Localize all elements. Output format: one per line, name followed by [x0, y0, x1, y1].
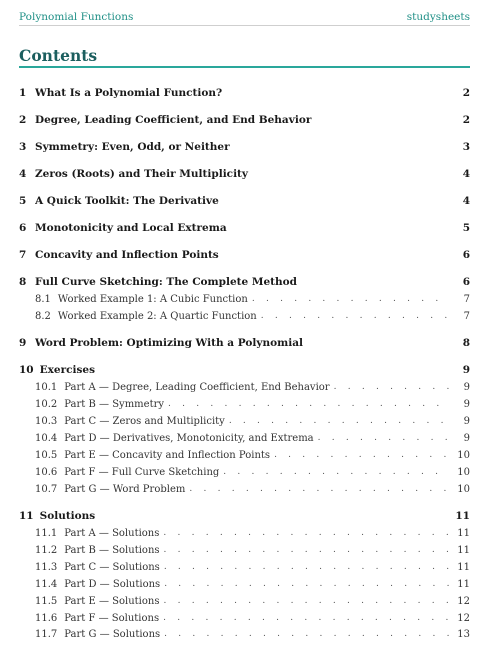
section-title: Monotonicity and Local Extrema	[35, 222, 227, 234]
section-number: 7	[19, 249, 27, 261]
subsection-title: Part E — Solutions	[64, 595, 160, 607]
toc-subsection-11-6[interactable]	[35, 611, 470, 625]
section-title: Full Curve Sketching: The Complete Method	[35, 276, 297, 288]
dot-leader	[252, 294, 450, 304]
toc-subsection-8-2[interactable]	[35, 309, 470, 323]
section-page: 11	[455, 510, 470, 522]
dot-leader	[334, 382, 450, 392]
toc-section-9[interactable]	[19, 335, 470, 351]
subsection-number: 11.3	[35, 561, 58, 573]
dot-leader	[274, 450, 450, 460]
section-page: 9	[462, 364, 470, 376]
subsection-page: 7	[463, 293, 470, 305]
subsection-page: 7	[463, 310, 470, 322]
subsection-number: 8.2	[35, 310, 51, 322]
contents-heading: Contents	[19, 46, 98, 65]
section-page: 8	[462, 337, 470, 349]
subsection-page: 12	[457, 595, 470, 607]
subsection-page: 9	[463, 381, 470, 393]
section-page: 4	[462, 168, 470, 180]
subsection-page: 11	[457, 561, 470, 573]
section-title: Solutions	[39, 510, 96, 522]
section-number: 4	[19, 168, 27, 180]
subsection-page: 11	[457, 578, 470, 590]
subsection-title: Part B — Solutions	[64, 544, 160, 556]
dot-leader	[189, 484, 450, 494]
section-title: A Quick Toolkit: The Derivative	[35, 195, 219, 207]
subsection-title: Part G — Word Problem	[64, 483, 186, 495]
section-title: Symmetry: Even, Odd, or Neither	[35, 141, 230, 153]
subsection-number: 10.5	[35, 449, 58, 461]
section-page: 6	[462, 249, 470, 261]
subsection-page: 10	[457, 466, 470, 478]
subsection-title: Part D — Solutions	[64, 578, 161, 590]
subsection-title: Part B — Symmetry	[64, 398, 165, 410]
toc-section-4[interactable]	[19, 166, 470, 182]
section-page: 2	[462, 114, 470, 126]
subsection-title: Worked Example 1: A Cubic Function	[57, 293, 248, 305]
toc-subsection-10-4[interactable]	[35, 431, 470, 445]
dot-leader	[164, 545, 450, 555]
dot-leader	[164, 562, 450, 572]
dot-leader	[223, 467, 450, 477]
toc-section-10[interactable]	[19, 362, 470, 378]
section-page: 2	[462, 87, 470, 99]
toc-section-6[interactable]	[19, 220, 470, 236]
section-page: 3	[462, 141, 470, 153]
subsection-page: 13	[457, 628, 470, 640]
toc-section-11[interactable]	[19, 508, 470, 524]
subsection-number: 11.1	[35, 527, 58, 539]
toc-subsection-11-4[interactable]	[35, 577, 470, 591]
subsection-title: Part C — Zeros and Multiplicity	[64, 415, 225, 427]
subsection-title: Part C — Solutions	[64, 561, 160, 573]
subsection-page: 9	[463, 415, 470, 427]
subsection-title: Part F — Full Curve Sketching	[64, 466, 220, 478]
subsection-number: 11.4	[35, 578, 58, 590]
section-page: 6	[462, 276, 470, 288]
header-site-name: studysheets	[406, 11, 470, 23]
section-number: 3	[19, 141, 27, 153]
dot-leader	[318, 433, 450, 443]
table-of-contents	[19, 0, 470, 670]
section-title: Exercises	[39, 364, 95, 376]
subsection-title: Part D — Derivatives, Monotonicity, and Extrema	[64, 432, 314, 444]
subsection-title: Part G — Solutions	[64, 628, 161, 640]
subsection-number: 10.2	[35, 398, 58, 410]
section-title: Word Problem: Optimizing With a Polynomial	[35, 337, 303, 349]
dot-leader	[168, 399, 450, 409]
subsection-number: 11.6	[35, 612, 58, 624]
subsection-number: 11.7	[35, 628, 58, 640]
toc-subsection-11-1[interactable]	[35, 526, 470, 540]
toc-subsection-10-5[interactable]	[35, 448, 470, 462]
toc-subsection-11-5[interactable]	[35, 594, 470, 608]
subsection-title: Part A — Degree, Leading Coefficient, End Behavior	[64, 381, 330, 393]
section-number: 9	[19, 337, 27, 349]
dot-leader	[164, 629, 450, 639]
section-number: 2	[19, 114, 27, 126]
toc-section-2[interactable]	[19, 112, 470, 128]
section-title: What Is a Polynomial Function?	[35, 87, 223, 99]
toc-section-1[interactable]	[19, 85, 470, 101]
section-title: Degree, Leading Coefficient, and End Behavior	[35, 114, 312, 126]
toc-subsection-11-7[interactable]	[35, 627, 470, 641]
toc-section-7[interactable]	[19, 247, 470, 263]
dot-leader	[163, 596, 450, 606]
toc-subsection-11-2[interactable]	[35, 543, 470, 557]
dot-leader	[163, 528, 450, 538]
subsection-page: 9	[463, 432, 470, 444]
subsection-title: Part E — Concavity and Inflection Points	[64, 449, 271, 461]
toc-section-5[interactable]	[19, 193, 470, 209]
subsection-page: 10	[457, 483, 470, 495]
subsection-page: 11	[457, 527, 470, 539]
toc-subsection-8-1[interactable]	[35, 292, 470, 306]
subsection-number: 10.7	[35, 483, 58, 495]
dot-leader	[163, 613, 450, 623]
section-number: 6	[19, 222, 27, 234]
toc-section-3[interactable]	[19, 139, 470, 155]
section-title: Zeros (Roots) and Their Multiplicity	[35, 168, 249, 180]
section-title: Concavity and Inflection Points	[35, 249, 219, 261]
section-number: 5	[19, 195, 27, 207]
subsection-number: 10.6	[35, 466, 58, 478]
header-doc-title: Polynomial Functions	[19, 11, 134, 23]
dot-leader	[229, 416, 450, 426]
section-number: 10	[19, 364, 34, 376]
subsection-number: 11.2	[35, 544, 58, 556]
subsection-number: 8.1	[35, 293, 51, 305]
section-page: 4	[462, 195, 470, 207]
section-number: 1	[19, 87, 27, 99]
section-page: 5	[462, 222, 470, 234]
subsection-number: 10.1	[35, 381, 58, 393]
subsection-number: 11.5	[35, 595, 58, 607]
subsection-title: Part F — Solutions	[64, 612, 160, 624]
toc-subsection-10-1[interactable]	[35, 380, 470, 394]
subsection-page: 11	[457, 544, 470, 556]
subsection-title: Part A — Solutions	[64, 527, 160, 539]
section-number: 8	[19, 276, 27, 288]
toc-subsection-10-2[interactable]	[35, 397, 470, 411]
section-number: 11	[19, 510, 34, 522]
dot-leader	[261, 311, 450, 321]
subsection-page: 9	[463, 398, 470, 410]
subsection-number: 10.4	[35, 432, 58, 444]
subsection-page: 12	[457, 612, 470, 624]
subsection-number: 10.3	[35, 415, 58, 427]
toc-subsection-10-7[interactable]	[35, 482, 470, 496]
toc-subsection-10-3[interactable]	[35, 414, 470, 428]
dot-leader	[164, 579, 450, 589]
subsection-title: Worked Example 2: A Quartic Function	[57, 310, 257, 322]
toc-section-8[interactable]	[19, 274, 470, 290]
toc-subsection-11-3[interactable]	[35, 560, 470, 574]
toc-subsection-10-6[interactable]	[35, 465, 470, 479]
subsection-page: 10	[457, 449, 470, 461]
